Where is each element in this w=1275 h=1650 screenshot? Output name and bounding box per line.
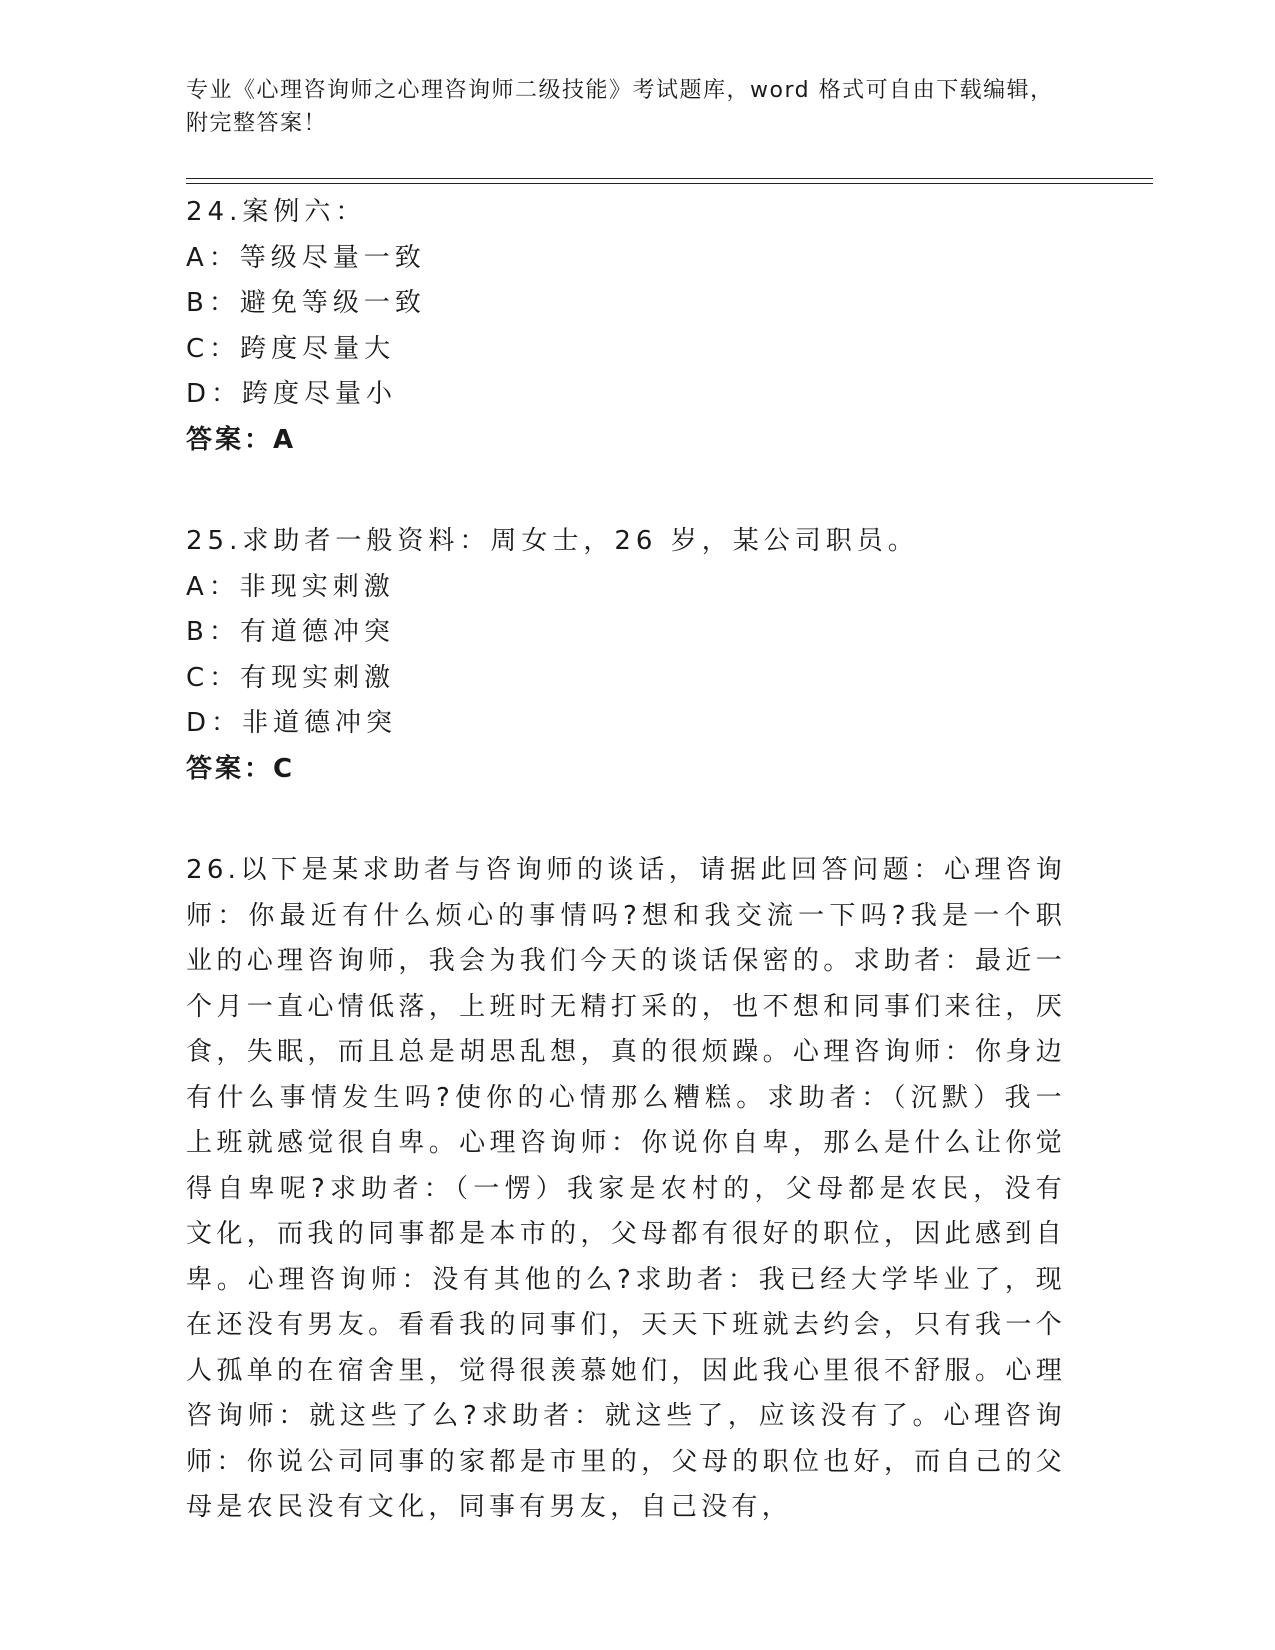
document-header: 专业《心理咨询师之心理咨询师二级技能》考试题库，word 格式可自由下载编辑，附完整答案！ xyxy=(186,78,1054,136)
option-b: B：避免等级一致 xyxy=(186,288,426,318)
question-26 xyxy=(186,848,1066,1531)
header-divider-bottom xyxy=(186,183,1153,184)
option-a: A：非现实刺激 xyxy=(186,571,395,602)
question-stem: 24.案例六： xyxy=(186,197,367,227)
option-c: C：有现实刺激 xyxy=(186,662,396,693)
option-a: A：等级尽量一致 xyxy=(186,242,426,273)
header-divider-top xyxy=(186,178,1153,179)
answer-label: 答案：A xyxy=(186,424,297,455)
answer-label: 答案：C xyxy=(186,753,296,784)
option-b: B：有道德冲突 xyxy=(186,617,395,647)
question-stem: 25.求助者一般资料：周女士，26 岁，某公司职员。 xyxy=(186,526,919,556)
option-d: D：非道德冲突 xyxy=(186,708,398,738)
question-24 xyxy=(186,190,1066,463)
option-c: C：跨度尽量大 xyxy=(186,333,396,364)
question-25 xyxy=(186,519,1066,792)
question-list xyxy=(186,190,1066,1587)
option-d: D：跨度尽量小 xyxy=(186,379,398,409)
question-stem: 26.以下是某求助者与咨询师的谈话，请据此回答问题：心理咨询师：你最近有什么烦心的事情吗?想和我交流一下吗?我是一个职业的心理咨询师，我会为我们今天的谈话保密的。求助者：最近一个月一直心情低落，上班时无精打采的，也不想和同事们来往，厌食，失眠，而且总是胡思乱想，真的很烦躁。心理咨询师：你身边有什么事情发生吗?使你的心情那么糟糕。求助者：（沉默）我一上班就感觉很自卑。心理咨询师：你说你自卑，那么是什么让你觉得自卑呢?求助者：（一愣）我家是农村的，父母都是农民，没有文化，而我的同事都是本市的，父母都有很好的职位，因此感到自卑。心理咨询师：没有其他的么?求助者：我已经大学毕业了，现在还没有男友。看看我的同事们，天天下班就去约会，只有我一个人孤单的在宿舍里，觉得很羡慕她们，因此我心里很不舒服。心理咨询师：就这些了么?求助者：就这些了，应该没有了。心理咨询师：你说公司同事的家都是市里的，父母的职位也好，而自己的父母是农民没有文化，同事有男友，自己没有， xyxy=(186,855,1066,1522)
